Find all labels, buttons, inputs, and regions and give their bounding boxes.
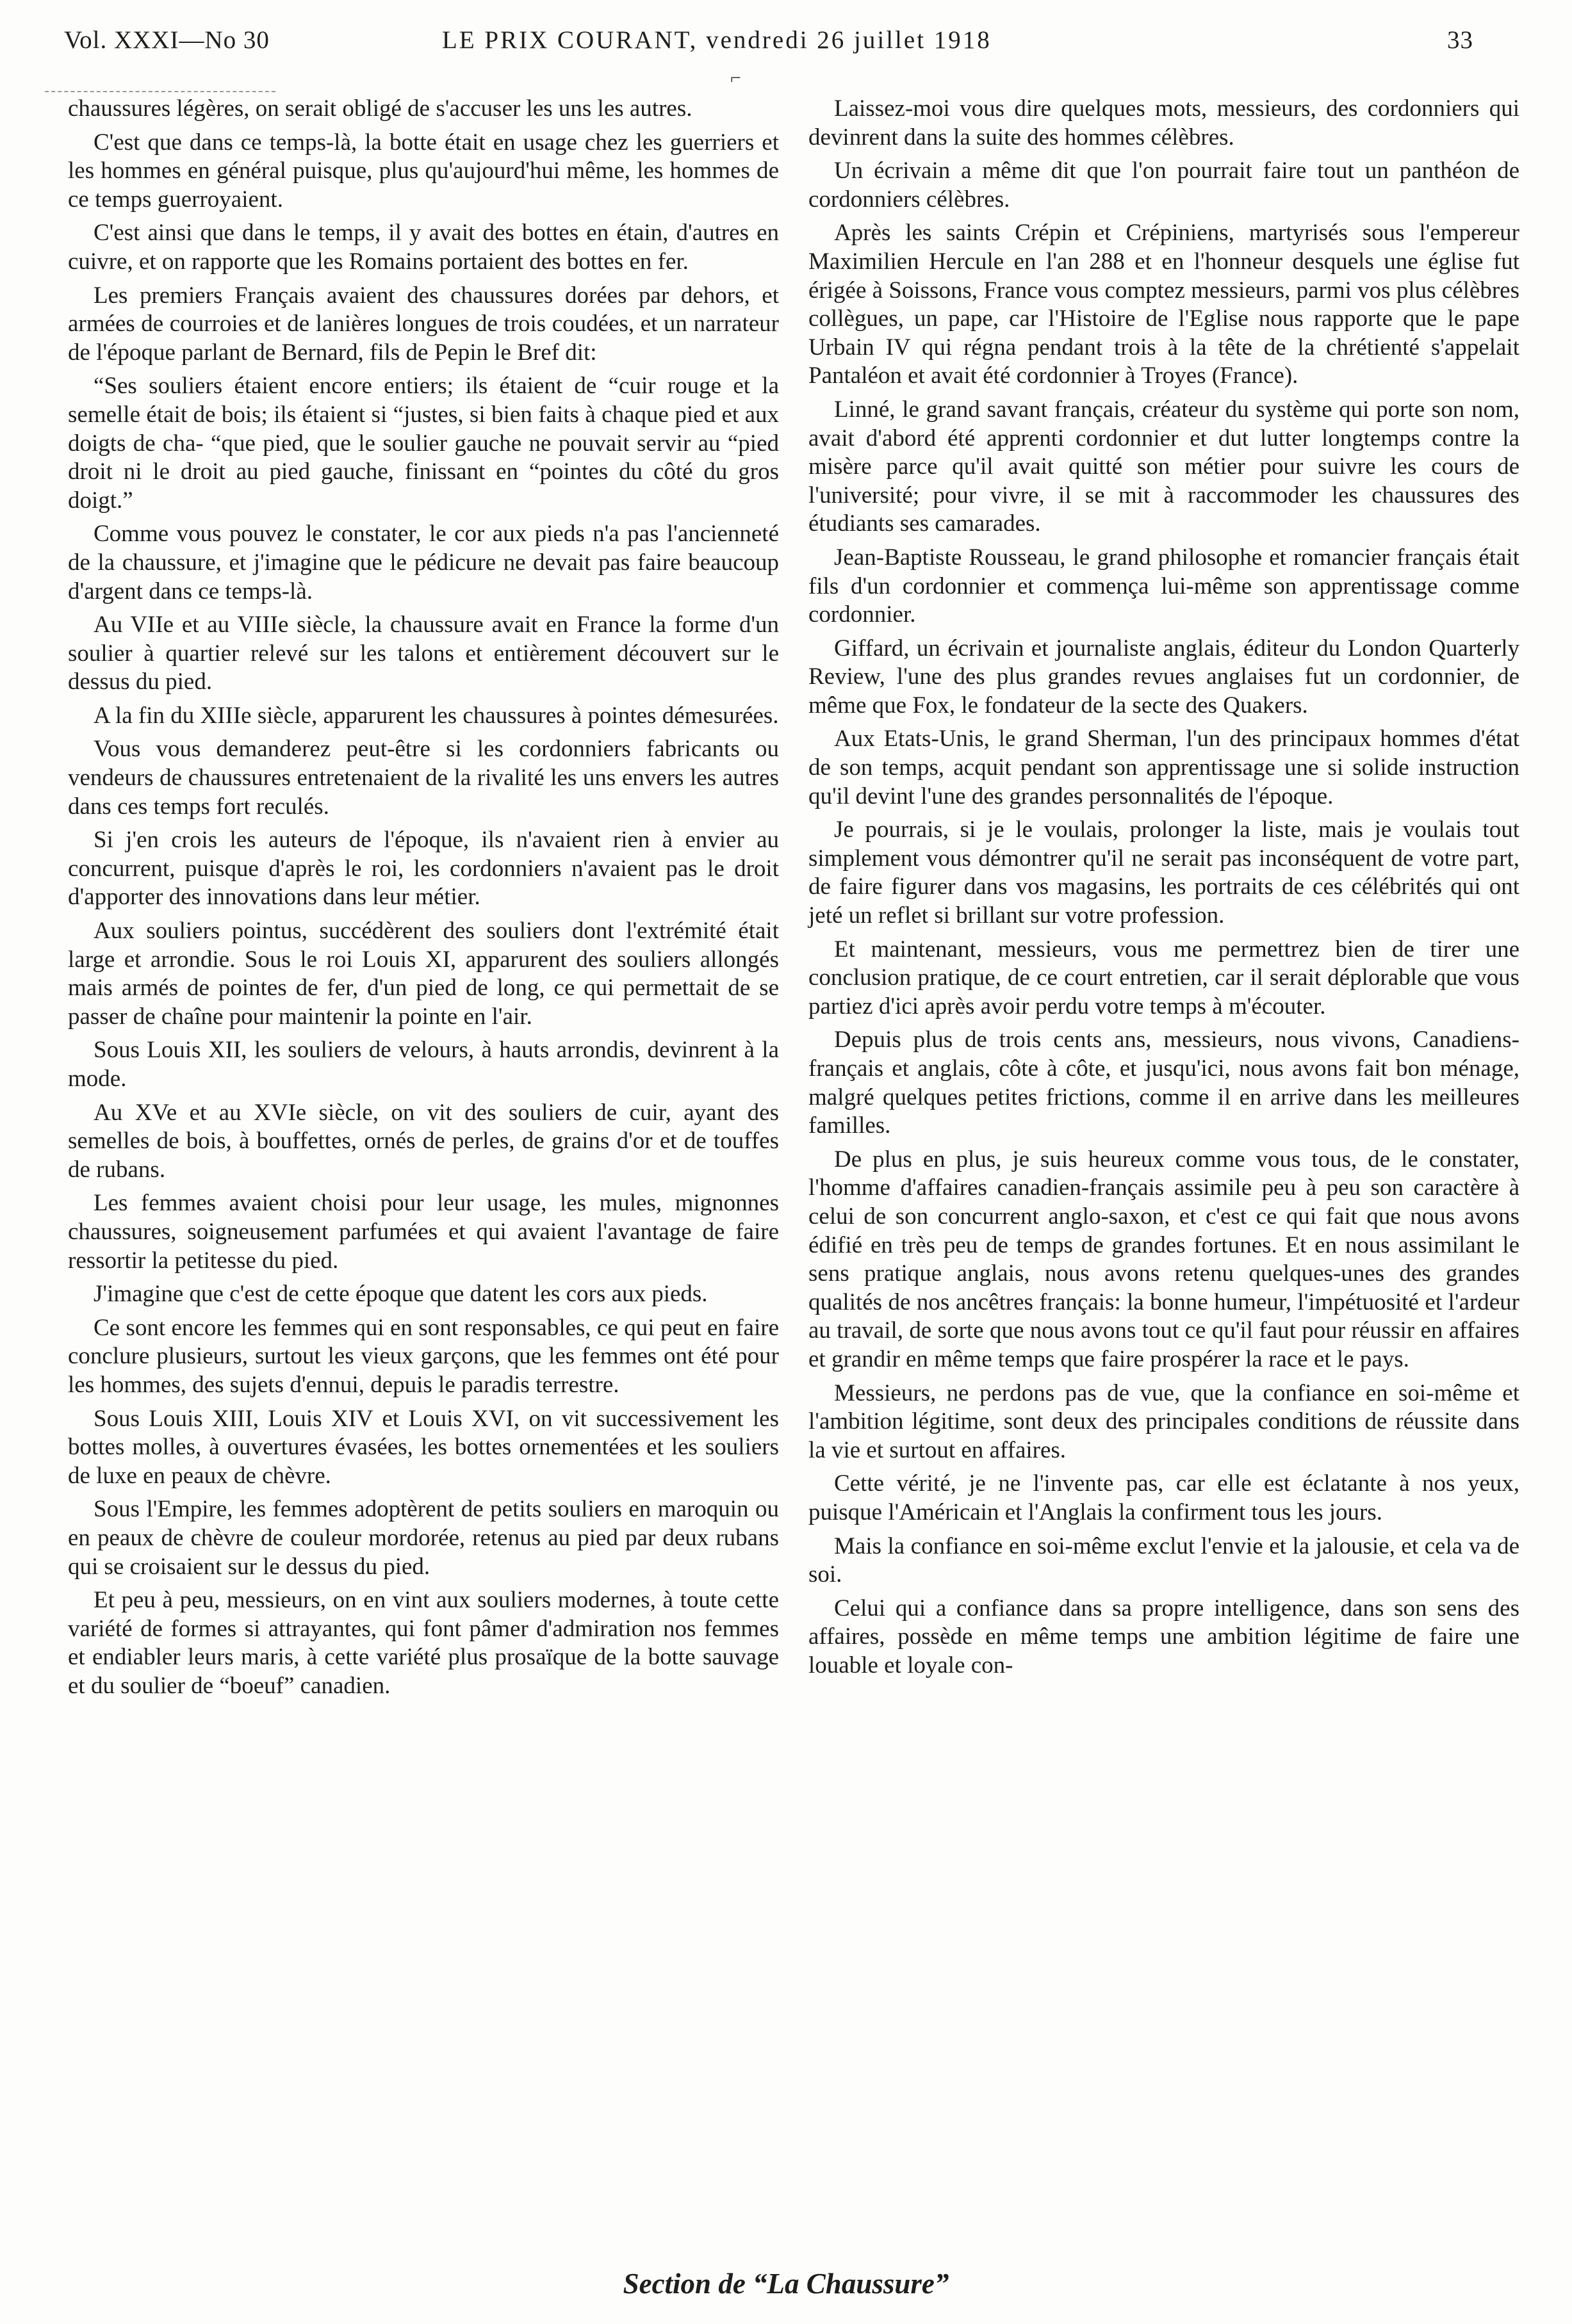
- header-rule: [45, 91, 275, 92]
- paragraph: Au VIIe et au VIIIe siècle, la chaussure avait en France la forme d'un soulier à quartier relevé sur les talons et entièrement découvert sur le dessus du pied.: [68, 612, 779, 695]
- paragraph: Sous Louis XIII, Louis XIV et Louis XVI, on vit successivement les bottes molles, à ouvertures évasées, les bottes ornementées et les souliers de luxe en peaux de chèvre.: [68, 1405, 779, 1489]
- quotation: “Ses souliers étaient encore entiers; ils étaient de “cuir rouge et la semelle était de bois; ils étaient si “justes, si bien faits à chaque pied et aux doigts de cha- “que pied, que le soulier gauche ne pouvait servir au “pied droit ni le droit au pied gauche, finissant en “pointes du côté du gros doigt.”: [68, 373, 779, 514]
- publication-title-date: LE PRIX COURANT, vendredi 26 juillet 1918: [442, 26, 992, 54]
- paragraph: Et peu à peu, messieurs, on en vint aux souliers modernes, à toute cette variété de formes si attrayantes, qui font pâmer d'admiration nos femmes et endiabler leurs maris, à cette variété plus prosaïque de la botte sauvage et du soulier de “boeuf” canadien.: [68, 1587, 779, 1699]
- paragraph: Jean-Baptiste Rousseau, le grand philosophe et romancier français était fils d'un cordonnier et commença lui-même son apprentissage comme cordonnier.: [808, 544, 1519, 628]
- page-number: 33: [1447, 26, 1473, 54]
- paragraph: Je pourrais, si je le voulais, prolonger la liste, mais je voulais tout simplement vous démontrer qu'il ne serait pas inconséquent de votre part, de faire figurer dans vos magasins, les portraits de ces célébrités qui ont jeté un reflet si brillant sur votre profession.: [808, 817, 1519, 929]
- paragraph: Celui qui a confiance dans sa propre intelligence, dans son sens des affaires, possède en même temps une ambition légitime de faire une louable et loyale con-: [808, 1595, 1519, 1678]
- volume-number: Vol. XXXI—No 30: [64, 26, 270, 54]
- paragraph: C'est que dans ce temps-là, la botte était en usage chez les guerriers et les hommes en général puisque, plus qu'aujourd'hui même, les hommes de ce temps guerroyaient.: [68, 129, 779, 213]
- paragraph: Les premiers Français avaient des chaussures dorées par dehors, et armées de courroies et de lanières longues de trois coudées, et un narrateur de l'époque parlant de Bernard, fils de Pepin le Bref dit:: [68, 282, 779, 366]
- paragraph: Sous l'Empire, les femmes adoptèrent de petits souliers en maroquin ou en peaux de chèvre de couleur mordorée, retenus au pied par deux rubans qui se croisaient sur le dessus du pied.: [68, 1496, 779, 1580]
- paragraph: Mais la confiance en soi-même exclut l'envie et la jalousie, et cela va de soi.: [808, 1532, 1519, 1588]
- paragraph: Un écrivain a même dit que l'on pourrait faire tout un panthéon de cordonniers célèbres.: [808, 158, 1519, 213]
- paragraph: De plus en plus, je suis heureux comme vous tous, de le constater, l'homme d'affaires canadien-français assimile peu à peu son caractère à celui de son concurrent anglo-saxon, et c'est ce qui fait que nous avons édifié en très peu de temps de grandes fortunes. Et en nous assimilant le sens pratique anglais, nous avons retenu quelques-unes des grandes qualités de nos ancêtres français: la bonne humeur, l'impétuosité et l'ardeur au travail, de sorte que nous avons tout ce qu'il faut pour réussir en affaires et grandir en même temps que faire prospérer la race et le pays.: [808, 1146, 1519, 1372]
- right-column: [808, 95, 1519, 1685]
- paragraph: Aux Etats-Unis, le grand Sherman, l'un des principaux hommes d'état de son temps, acquit pendant son apprentissage une si solide instruction qu'il devint l'une des grandes personnalités de l'époque.: [808, 726, 1519, 809]
- paragraph: Vous vous demanderez peut-être si les cordonniers fabricants ou vendeurs de chaussures entretenaient de la rivalité les uns envers les autres dans ces temps fort reculés.: [68, 736, 779, 820]
- paragraph: Cette vérité, je ne l'invente pas, car elle est éclatante à nos yeux, puisque l'Américain et l'Anglais la confirment tous les jours.: [808, 1470, 1519, 1525]
- paragraph: Depuis plus de trois cents ans, messieurs, nous vivons, Canadiens-français et anglais, côte à côte, et jusqu'ici, nous avons fait bon ménage, malgré quelques petites frictions, comme il en arrive dans les meilleures familles.: [808, 1027, 1519, 1139]
- paragraph: Si j'en crois les auteurs de l'époque, ils n'avaient rien à envier au concurrent, puisque d'après le roi, les cordonniers n'avaient pas le droit d'apporter des innovations dans leur métier.: [68, 827, 779, 911]
- section-footer: Section de “La Chaussure”: [623, 2268, 949, 2300]
- paragraph: Laissez-moi vous dire quelques mots, messieurs, des cordonniers qui devinrent dans la suite des hommes célèbres.: [808, 95, 1519, 150]
- left-column: [68, 95, 779, 1705]
- paragraph: Au XVe et au XVIe siècle, on vit des souliers de cuir, ayant des semelles de bois, à bouffettes, ornés de perles, de grains d'or et de touffes de rubans.: [68, 1099, 779, 1183]
- paragraph: Aux souliers pointus, succédèrent des souliers dont l'extrémité était large et arrondie. Sous le roi Louis XI, apparurent des souliers allongés mais armés de pointes de fer, d'un pied de long, ce qui permettait de se passer de chaîne pour maintenir la pointe en l'air.: [68, 918, 779, 1030]
- paragraph: Les femmes avaient choisi pour leur usage, les mules, mignonnes chaussures, soigneusement parfumées et qui avaient l'avantage de faire ressortir la petitesse du pied.: [68, 1190, 779, 1274]
- page-header: [64, 26, 1473, 77]
- paragraph: Giffard, un écrivain et journaliste anglais, éditeur du London Quarterly Review, l'une des plus grandes revues anglaises fut un cordonnier, de même que Fox, le fondateur de la secte des Quakers.: [808, 635, 1519, 719]
- ink-mark: ⌐: [730, 67, 741, 88]
- paragraph: C'est ainsi que dans le temps, il y avait des bottes en étain, d'autres en cuivre, et on rapporte que les Romains portaient des bottes en fer.: [68, 220, 779, 275]
- paragraph: chaussures légères, on serait obligé de s'accuser les uns les autres.: [68, 95, 692, 122]
- paragraph: Comme vous pouvez le constater, le cor aux pieds n'a pas l'ancienneté de la chaussure, et j'imagine que le pédicure ne devait pas faire beaucoup d'argent dans ce temps-là.: [68, 521, 779, 605]
- paragraph: Messieurs, ne perdons pas de vue, que la confiance en soi-même et l'ambition légitime, sont deux des principales conditions de réussite dans la vie et surtout en affaires.: [808, 1379, 1519, 1463]
- paragraph: Ce sont encore les femmes qui en sont responsables, ce qui peut en faire conclure plusieurs, surtout les vieux garçons, que les femmes ont été pour les hommes, des sujets d'ennui, depuis le paradis terrestre.: [68, 1314, 779, 1398]
- paragraph: Après les saints Crépin et Crépiniens, martyrisés sous l'empereur Maximilien Hercule en l'an 288 et en l'honneur desquels une église fut érigée à Soissons, France vous comptez messieurs, parmi vos plus célèbres collègues, un pape, car l'Histoire de l'Eglise nous rapporte que le pape Urbain IV qui régna pendant trois à la tête de la chrétienté s'appelait Pantaléon et avait été cordonnier à Troyes (France).: [808, 220, 1519, 389]
- paragraph: J'imagine que c'est de cette époque que datent les cors aux pieds.: [94, 1281, 708, 1308]
- paragraph: Et maintenant, messieurs, vous me permettrez bien de tirer une conclusion pratique, de ce court entretien, car il serait déplorable que vous partiez d'ici après avoir perdu votre temps à m'écouter.: [808, 936, 1519, 1020]
- paragraph: Sous Louis XII, les souliers de velours, à hauts arrondis, devinrent à la mode.: [68, 1037, 779, 1092]
- paragraph: A la fin du XIIIe siècle, apparurent les chaussures à pointes démesurées.: [94, 702, 779, 729]
- paragraph: Linné, le grand savant français, créateur du système qui porte son nom, avait d'abord été apprenti cordonnier et dut lutter longtemps contre la misère parce qu'il avait quitté son métier pour suivre les cours de l'université; pour vivre, il se mit à raccommoder les chaussures des étudiants ses camarades.: [808, 396, 1519, 537]
